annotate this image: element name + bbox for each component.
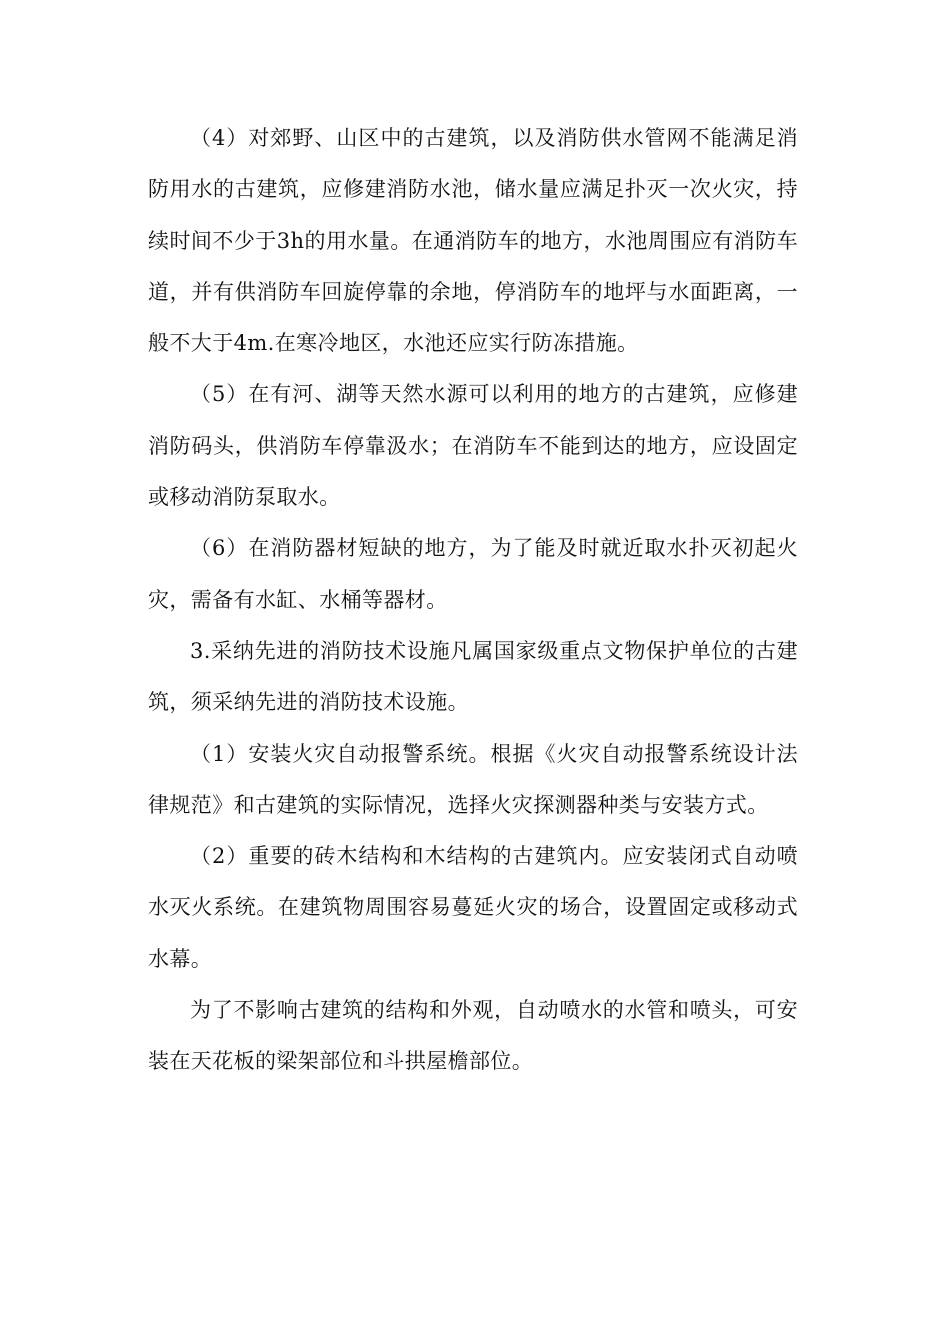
paragraph-item-4-fire-pool: （4）对郊野、山区中的古建筑，以及消防供水管网不能满足消防用水的古建筑，应修建消防水池，储水量应满足扑灭一次火灾，持续时间不少于3h的用水量。在通消防车的地方，水池周围应有消防车道，并有供消防车回旋停靠的余地，停消防车的地坪与水面距离，一般不大于4m.在寒冷地区，水池还应实行防冻措施。 [148, 126, 798, 356]
paragraph-section-3-advanced-facilities: 3.采纳先进的消防技术设施凡属国家级重点文物保护单位的古建筑，须采纳先进的消防技术设施。 [148, 638, 798, 715]
paragraph-item-6-fire-equipment: （6）在消防器材短缺的地方，为了能及时就近取水扑灭初起火灾，需备有水缸、水桶等器材。 [148, 536, 798, 612]
document-body [148, 113, 798, 1088]
paragraph-item-5-fire-dock: （5）在有河、湖等天然水源可以利用的地方的古建筑，应修建消防码头，供消防车停靠汲水；在消防车不能到达的地方，应设固定或移动消防泵取水。 [148, 382, 798, 510]
paragraph-sprinkler-installation: 为了不影响古建筑的结构和外观，自动喷水的水管和喷头，可安装在天花板的梁架部位和斗拱屋檐部位。 [148, 998, 798, 1074]
paragraph-item-1-alarm-system: （1）安装火灾自动报警系统。根据《火灾自动报警系统设计法律规范》和古建筑的实际情况，选择火灾探测器种类与安装方式。 [148, 741, 798, 817]
paragraph-item-2-sprinkler-system: （2）重要的砖木结构和木结构的古建筑内。应安装闭式自动喷水灭火系统。在建筑物周围容易蔓延火灾的场合，设置固定或移动式水幕。 [148, 844, 798, 971]
